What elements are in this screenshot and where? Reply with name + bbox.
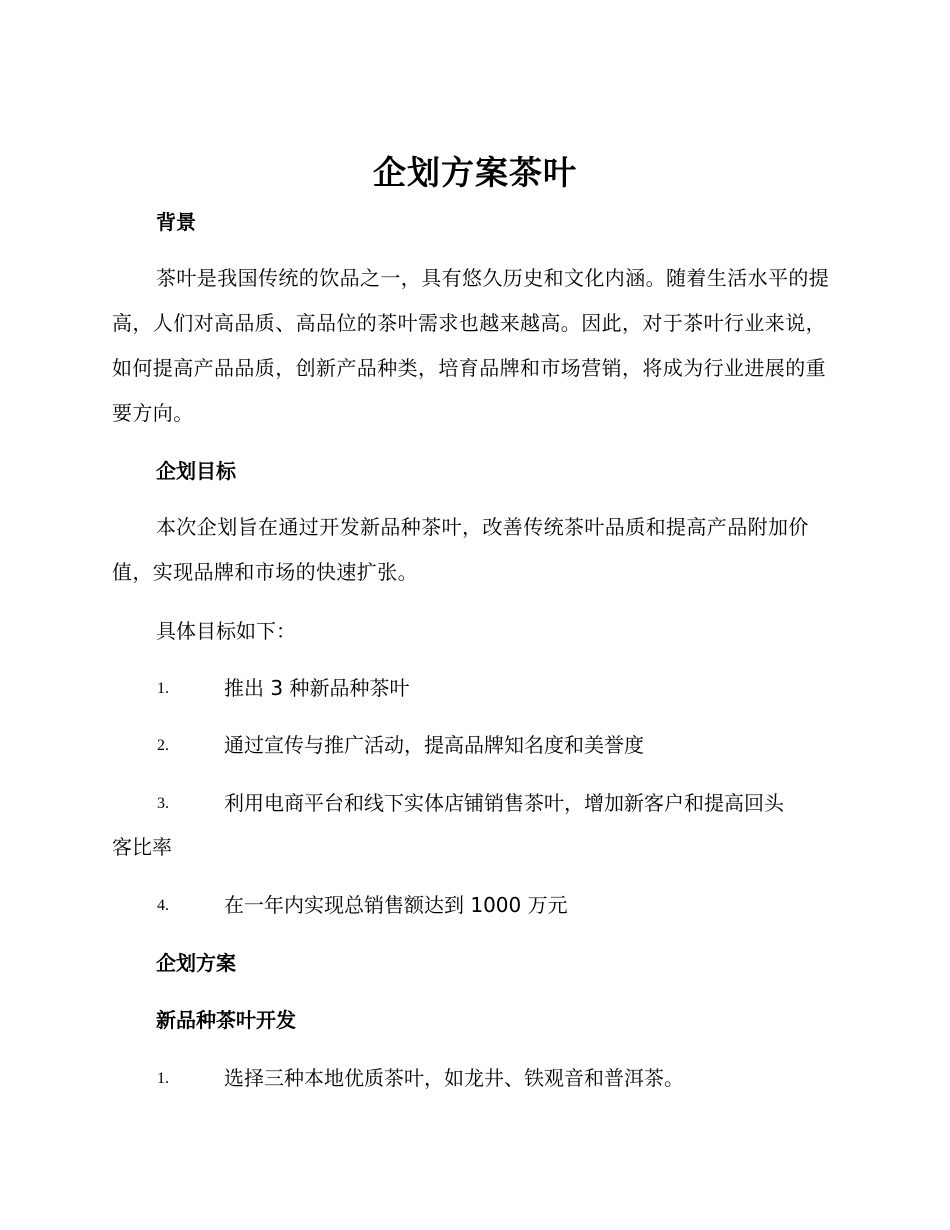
list-item bbox=[0, 1064, 950, 1092]
subsection-heading-new-tea: 新品种茶叶开发 bbox=[156, 1008, 296, 1032]
section-heading-goals: 企划目标 bbox=[156, 459, 236, 483]
list-item bbox=[0, 674, 950, 702]
list-item-number: 1. bbox=[157, 1070, 169, 1087]
section-heading-background: 背景 bbox=[156, 210, 196, 234]
list-item-text: 在一年内实现总销售额达到 1000 万元 bbox=[224, 893, 568, 917]
list-item bbox=[0, 731, 950, 759]
list-item-text: 利用电商平台和线下实体店铺销售茶叶，增加新客户和提高回头 bbox=[224, 791, 784, 815]
section-heading-plan: 企划方案 bbox=[156, 951, 236, 975]
list-item-number: 1. bbox=[157, 680, 169, 697]
list-item-text: 通过宣传与推广活动，提高品牌知名度和美誉度 bbox=[224, 733, 644, 757]
list-item-text: 选择三种本地优质茶叶，如龙井、铁观音和普洱茶。 bbox=[224, 1066, 684, 1090]
list-item-continuation: 客比率 bbox=[112, 835, 172, 859]
list-item bbox=[0, 789, 950, 817]
list-item-text: 推出 3 种新品种茶叶 bbox=[224, 676, 410, 700]
goals-intro: 具体目标如下： bbox=[156, 619, 296, 643]
background-paragraph: 茶叶是我国传统的饮品之一，具有悠久历史和文化内涵。随着生活水平的提高，人们对高品质、高品位的茶叶需求也越来越高。因此，对于茶叶行业来说，如何提高产品品质，创新产品种类，培育品牌和市场营销，将成为行业进展的重要方向。 bbox=[112, 266, 830, 425]
goals-paragraph: 本次企划旨在通过开发新品种茶叶，改善传统茶叶品质和提高产品附加价值，实现品牌和市场的快速扩张。 bbox=[112, 515, 809, 584]
list-item-number: 2. bbox=[157, 737, 169, 754]
document-title: 企划方案茶叶 bbox=[373, 153, 577, 192]
list-item-number: 4. bbox=[157, 897, 169, 914]
list-item-number: 3. bbox=[157, 795, 169, 812]
list-item bbox=[0, 891, 950, 919]
